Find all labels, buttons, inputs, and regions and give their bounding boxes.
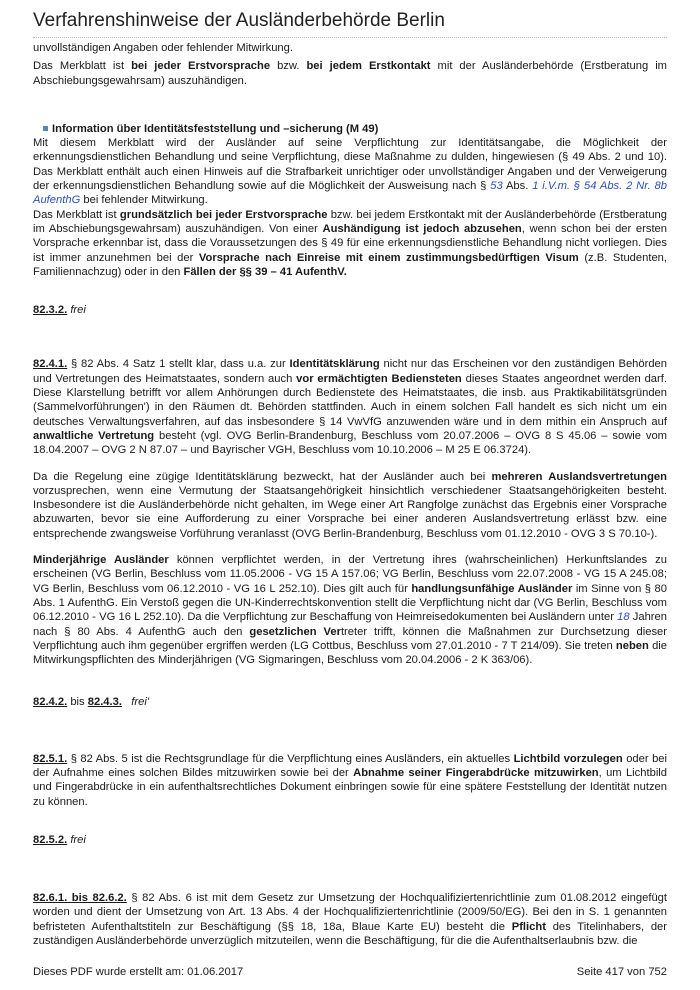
- section-ref: 82.3.2.: [33, 304, 68, 317]
- section-ref: 82.5.2.: [33, 833, 68, 846]
- section-ref: 82.6.1. bis 82.6.2.: [33, 892, 127, 905]
- section-82-5-1: 82.5.1. § 82 Abs. 5 ist die Rechtsgrundlage für die Verpflichtung eines Ausländers, ein aktuelles Lichtbild vorzulegen oder bei der Aufnahme eines solchen Bildes mitzuwirken sowie bei der Abnahme seiner Fingerabdrücke mitzuwirken, um Lichtbild und Fingerabdrücke in ein aufenthaltsrechtliches Dokument einbringen sowie für eine spätere Feststellung der Identität nutzen zu können.: [33, 752, 668, 808]
- section-ref: 82.4.1.: [33, 358, 68, 371]
- bullet-icon: [43, 126, 48, 131]
- intro-paragraph: Das Merkblatt ist bei jeder Erstvorsprache bzw. bei jedem Erstkontakt mit der Ausländerbehörde (Erstberatung im Abschiebungsgewahrsam) auszuhändigen.: [33, 60, 667, 87]
- section-82-3-2: 82.3.2. frei: [33, 304, 86, 317]
- title-divider: [33, 37, 667, 38]
- footer-created-date: Dieses PDF wurde erstellt am: 01.06.2017: [33, 966, 244, 978]
- intro-line: unvollständigen Angaben oder fehlender Mitwirkung.: [33, 42, 293, 54]
- link-paragraph-54[interactable]: 1 i.V.m. § 54 Abs. 2 Nr. 8b AufenthG: [33, 180, 667, 207]
- link-age-18[interactable]: 18: [617, 611, 630, 624]
- section-82-6-1: 82.6.1. bis 82.6.2. § 82 Abs. 6 ist mit dem Gesetz zur Umsetzung der Hochqualifiziertenrichtlinie zum 01.08.2012 eingefügt worden und dient der Umsetzung von Art. 13 Abs. 4 der Hochqualifiziertenrichtlinie (2009/50/EG). Bei den in S. 1 genannten befristeten Aufenthaltstiteln zur Beschäftigung (§§ 18, 18a, Blaue Karte EU) besteht die Pflicht des Titelinhabers, der zuständigen Ausländerbehörde unverzüglich mitzuteilen, wenn die Beschäftigung, für die die Aufenthaltserlaubnis bzw. die: [33, 892, 667, 948]
- section-82-5-2: 82.5.2. frei: [33, 833, 86, 846]
- link-paragraph-53[interactable]: 53: [490, 180, 503, 193]
- section-82-4-2: 82.4.2. bis 82.4.3. frei': [33, 696, 149, 709]
- section-82-4-1: 82.4.1. § 82 Abs. 4 Satz 1 stellt klar, dass u.a. zur Identitätsklärung nicht nur das Erscheinen vor den zuständigen Behörden und Vertretungen des Heimatstaates, sondern auch vor ermächtigten Bediensteten dieses Staates angeordnet werden darf. Diese Klarstellung betrifft vor allem Anhörungen durch Bedienstete des Heimatstaates, die insb. aus Praktikabilitätsgründen (Sammelvorführungen') in den Räumen dt. Behörden stattfinden. Auch in einem solchen Fall handelt es sich nicht um ein deutsches Verwaltungsverfahren, auf das insbesondere § 14 VwVfG anzuwenden wäre und in dem mithin ein Anspruch auf anwaltliche Vertretung besteht (vgl. OVG Berlin-Brandenburg, Beschluss vom 20.07.2006 – OVG 8 S 45.06 – sowie vom 18.04.2007 – OVG 2 N 87.07 – und Bayrischer VGH, Beschluss vom 10.10.2006 – M 25 E 06.3724).: [33, 358, 667, 457]
- section-82-4-1-paragraph-2: Da die Regelung eine zügige Identitätsklärung bezweckt, hat der Ausländer auch bei mehreren Auslandsvertretungen vorzusprechen, wenn eine Vermutung der Staatsangehörigkeit hinsichtlich verschiedener Staatsangehörigkeiten besteht. Insbesondere ist die Ausländerbehörde nicht gehalten, im Wege einer Art Rangfolge zunächst das Ergebnis einer Vorsprache abzuwarten, bevor sie eine Aufforderung zu einer Vorsprache bei einer anderen Auslandsvertretung erlässt bzw. eine entsprechende zwangsweise Vorführung veranlasst (OVG Berlin-Brandenburg, Beschluss vom 01.12.2010 - OVG 3 S 70.10-).: [33, 470, 667, 540]
- page-footer: [33, 966, 667, 978]
- info-paragraph-2: Das Merkblatt ist grundsätzlich bei jeder Erstvorsprache bzw. bei jedem Erstkontakt mit der Ausländerbehörde (Erstberatung im Abschiebungsgewahrsam) auszuhändigen. Von einer Aushändigung ist jedoch abzusehen, wenn schon bei der ersten Vorsprache erkennbar ist, dass die Voraussetzungen des § 49 für eine erkennungsdienstliche Behandlung nicht vorliegen. Dies ist immer anzunehmen bei der Vorsprache nach Einreise mit einem zustimmungsbedürftigen Visum (z.B. Studenten, Familiennachzug) oder in den Fällen der §§ 39 – 41 AufenthV.: [33, 208, 667, 278]
- section-82-4-1-paragraph-3: Minderjährige Ausländer können verpflichtet werden, in der Vertretung ihres (wahrscheinlichen) Herkunftslandes zu erscheinen (VG Berlin, Beschluss vom 11.05.2006 - VG 15 A 157.06; VG Berlin, Beschluss vom 22.07.2008 - VG 15 A 245.08; VG Berlin, Beschluss vom 06.12.2010 - VG 16 L 252.10). Dies gilt auch für handlungsunfähige Ausländer im Sinne von § 80 Abs. 1 AufenthG. Ein Verstoß gegen die UN-Kinderrechtskonvention stellt die Verpflichtung nicht dar (VG Berlin, Beschluss vom 06.12.2010 - VG 16 L 252.10). Da die Verpflichtung zur Beschaffung von Heimreisedokumenten bei Ausländern unter 18 Jahren nach § 80 Abs. 4 AufenthG auch den gesetzlichen Vertreter trifft, können die Maßnahmen zur Durchsetzung dieser Verpflichtung auch ihm gegenüber ergriffen werden (LG Cottbus, Beschluss vom 27.01.2010 - 7 T 214/09). Sie treten neben die Mitwirkungspflichten des Minderjährigen (VG Sigmaringen, Beschluss vom 20.04.2006 - 2 K 363/06).: [33, 554, 667, 667]
- info-heading: Information über Identitätsfeststellung und –sicherung (M 49): [33, 122, 667, 136]
- section-ref: 82.4.2.: [33, 696, 68, 709]
- info-paragraph-1: Mit diesem Merkblatt wird der Ausländer auf seine Verpflichtung zur Identitätsangabe, die Möglichkeit der erkennungsdienstlichen Behandlung und seine Verpflichtung, diese Maßnahme zu dulden, hingewiesen (§ 49 Abs. 2 und 10). Das Merkblatt enthält auch einen Hinweis auf die Strafbarkeit unrichtiger oder unvollständiger Angaben und der Verweigerung der erkennungsdienstlichen Behandlung sowie auf die Möglichkeit der Ausweisung nach § 53 Abs. 1 i.V.m. § 54 Abs. 2 Nr. 8b AufenthG bei fehlender Mitwirkung.: [33, 137, 667, 207]
- footer-page-number: Seite 417 von 752: [576, 966, 667, 978]
- document-body: [33, 41, 667, 948]
- section-ref: 82.5.1.: [33, 752, 68, 765]
- section-ref: 82.4.3.: [87, 696, 122, 709]
- page-title: Verfahrenshinweise der Ausländerbehörde Berlin: [33, 10, 445, 31]
